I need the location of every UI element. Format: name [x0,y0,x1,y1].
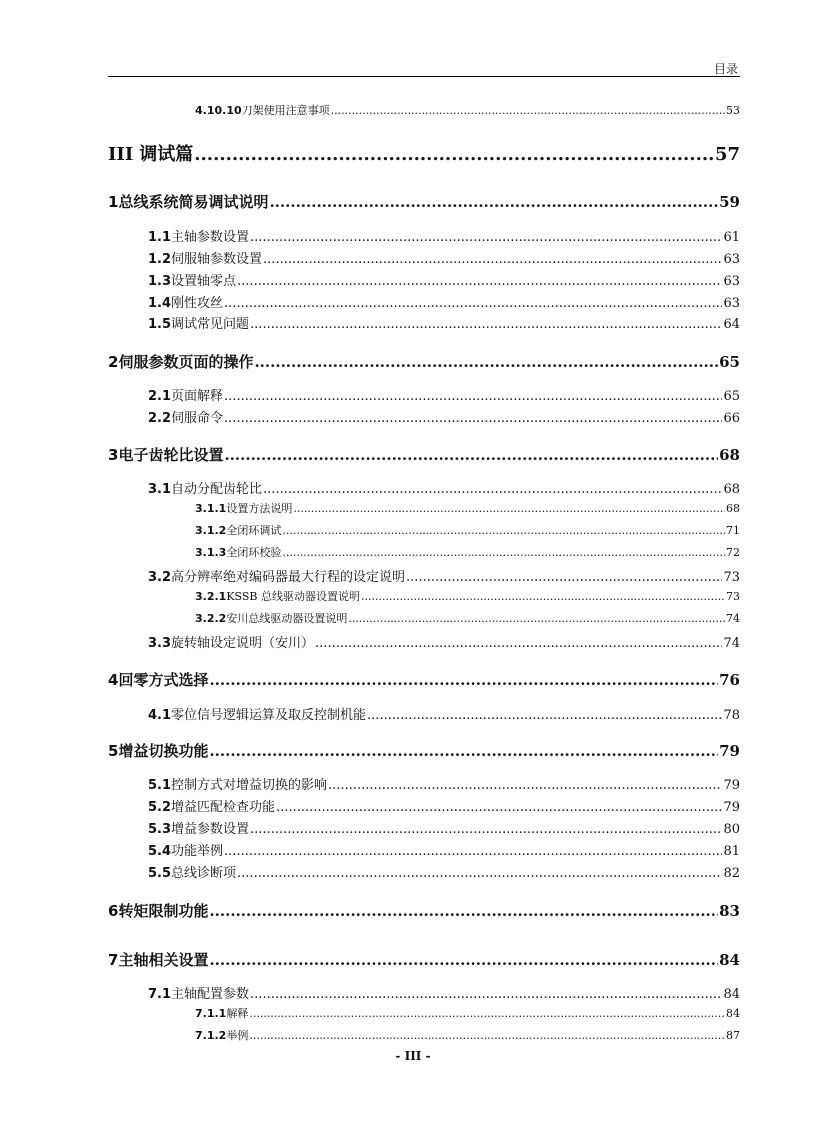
toc-number: 3.2 [148,570,172,585]
toc-page: 84 [726,1007,740,1020]
toc-label: 全闭环校验 [226,546,282,559]
toc-number: 1.4 [148,296,172,311]
toc-leader [282,546,725,559]
toc-number: 5.2 [148,800,172,815]
toc-page: 66 [723,411,740,426]
toc-section-3-1[interactable] [148,478,740,497]
toc-section-5-5[interactable] [148,862,740,881]
toc-leader [209,671,718,689]
toc-leader [237,274,722,289]
toc-section-1-2[interactable] [148,248,740,267]
toc-subsection-7-1-1[interactable] [195,1005,740,1021]
toc-label: 电子齿轮比设置 [118,446,224,464]
toc-number: 1.3 [148,274,172,289]
toc-page: 80 [723,822,740,837]
toc-leader [250,230,722,245]
page-number-footer: - III - [395,1049,431,1063]
toc-chapter-5[interactable] [108,740,740,761]
toc-leader [250,822,722,837]
toc-leader [209,742,718,760]
toc-section-2-1[interactable] [148,385,740,404]
toc-page: 68 [723,482,740,497]
toc-number: 5.1 [148,778,172,793]
toc-leader [249,1029,725,1042]
toc-section-3-2[interactable] [148,566,740,585]
toc-section-5-4[interactable] [148,840,740,859]
toc-section-1-3[interactable] [148,270,740,289]
toc-label: 全闭环调试 [226,524,282,537]
toc-number: 1.2 [148,252,172,267]
toc-label: 设置方法说明 [226,502,293,515]
toc-number: 5.3 [148,822,172,837]
toc-label: 页面解释 [171,389,224,404]
toc-page: 71 [726,524,740,537]
toc-number: 7.1.2 [195,1029,227,1042]
toc-label: 伺服命令 [171,411,224,426]
toc-section-3-3[interactable] [148,632,740,651]
toc-label: 举例 [226,1029,249,1042]
toc-leader [224,389,722,404]
toc-page: 73 [723,570,740,585]
toc-page: 74 [726,612,740,625]
toc-number: 2 [108,353,119,371]
toc-label: 主轴相关设置 [118,951,209,969]
toc-leader [406,570,722,585]
toc-section-5-3[interactable] [148,818,740,837]
toc-section-1-1[interactable] [148,226,740,245]
toc-page: 61 [723,230,740,245]
toc-label: 旋转轴设定说明（安川） [171,636,315,651]
toc-number: 4 [108,671,119,689]
toc-page: 87 [726,1029,740,1042]
toc-leader [224,446,718,464]
toc-page: 84 [723,987,740,1002]
toc-label: 转矩限制功能 [118,902,209,920]
toc-leader [328,778,722,793]
toc-number: 3 [108,446,119,464]
toc-page: 79 [719,742,740,760]
toc-label: 增益参数设置 [171,822,250,837]
toc-subsection-3-1-1[interactable] [195,500,740,516]
toc-label: 刚性攻丝 [171,296,224,311]
toc-page: 63 [723,296,740,311]
toc-leader [250,987,722,1002]
toc-section-5-2[interactable] [148,796,740,815]
toc-label: 增益匹配检查功能 [171,800,276,815]
toc-number: 1 [108,193,119,211]
toc-number: 2.1 [148,389,172,404]
toc-page: 84 [719,951,740,969]
toc-number: 3.2.2 [195,612,227,625]
toc-leader [249,1007,725,1020]
toc-leader [282,524,725,537]
page-header-title: 目录 [713,62,738,76]
toc-number: 2.2 [148,411,172,426]
toc-label: 增益切换功能 [118,742,209,760]
toc-number: 5 [108,742,119,760]
toc-chapter-3[interactable] [108,444,740,465]
toc-leader [224,411,722,426]
toc-label: 总线诊断项 [171,866,237,881]
toc-page: 68 [726,502,740,515]
toc-subsection-3-1-2[interactable] [195,522,740,538]
toc-label: 刀架使用注意事项 [241,104,330,117]
toc-page: 59 [719,193,740,211]
toc-page: 53 [726,104,740,117]
toc-page: 73 [726,590,740,603]
toc-chapter-2[interactable] [108,351,740,372]
toc-label: 自动分配齿轮比 [171,482,263,497]
toc-page: 65 [723,389,740,404]
toc-label: 零位信号逻辑运算及取反控制机能 [171,708,367,723]
toc-subsection-3-2-2[interactable] [195,610,740,626]
toc-label: 伺服轴参数设置 [171,252,263,267]
toc-section-7-1[interactable] [148,983,740,1002]
toc-label: 高分辨率绝对编码器最大行程的设定说明 [171,570,406,585]
toc-leader [293,502,725,515]
toc-leader [315,636,722,651]
toc-leader [263,252,722,267]
toc-page: 64 [723,317,740,332]
toc-page: 63 [723,252,740,267]
toc-section-5-1[interactable] [148,774,740,793]
toc-part-iii[interactable] [108,140,740,166]
toc-label: 总线系统简易调试说明 [118,193,269,211]
toc-number: 3.3 [148,636,172,651]
toc-leader [367,708,722,723]
toc-leader [348,612,725,625]
toc-page: 78 [723,708,740,723]
toc-number: 3.1 [148,482,172,497]
toc-section-1-4[interactable] [148,292,740,311]
toc-leader [331,104,725,117]
toc-number: 7.1 [148,987,172,1002]
toc-page: 82 [723,866,740,881]
toc-leader [263,482,722,497]
toc-page: 74 [723,636,740,651]
toc-label: 设置轴零点 [171,274,237,289]
toc-subsection-3-2-1[interactable] [195,588,740,604]
toc-leader [224,296,722,311]
toc-page: 81 [723,844,740,859]
toc-number: 3.1.2 [195,524,227,537]
toc-leader [237,866,722,881]
toc-label: KSSB 总线驱动器设置说明 [226,590,361,603]
toc-label: 调试常见问题 [171,317,250,332]
toc-section-2-2[interactable] [148,407,740,426]
toc-page: 68 [719,446,740,464]
toc-entry-4-10-10[interactable] [195,102,740,118]
toc-label: 调试篇 [139,144,194,165]
toc-subsection-3-1-3[interactable] [195,544,740,560]
toc-leader [250,317,722,332]
toc-chapter-6[interactable] [108,900,740,921]
toc-chapter-7[interactable] [108,949,740,970]
toc-subsection-7-1-2[interactable] [195,1027,740,1043]
toc-page: 72 [726,546,740,559]
toc-leader [224,844,722,859]
toc-label: 主轴参数设置 [171,230,250,245]
toc-number: 6 [108,902,119,920]
toc-page: 63 [723,274,740,289]
toc-leader [361,590,725,603]
toc-number: 4.1 [148,708,172,723]
toc-number: 7.1.1 [195,1007,227,1020]
toc-label: 伺服参数页面的操作 [118,353,254,371]
toc-chapter-1[interactable] [108,191,740,212]
toc-number: 5.5 [148,866,172,881]
toc-leader [194,144,714,165]
toc-page: 76 [719,671,740,689]
toc-label: 控制方式对增益切换的影响 [171,778,328,793]
toc-number: 5.4 [148,844,172,859]
toc-page: 65 [719,353,740,371]
toc-label: 回零方式选择 [118,671,209,689]
toc-section-1-5[interactable] [148,313,740,332]
toc-number: 1.5 [148,317,172,332]
toc-number: 7 [108,951,119,969]
toc-chapter-4[interactable] [108,669,740,690]
toc-number: 3.1.1 [195,502,227,515]
toc-leader [276,800,722,815]
toc-leader [254,353,718,371]
toc-page: 79 [723,800,740,815]
header-divider [108,76,740,77]
toc-number: 3.1.3 [195,546,227,559]
toc-page: 57 [714,144,740,165]
toc-label: 安川总线驱动器设置说明 [226,612,348,625]
toc-label: 解释 [226,1007,249,1020]
toc-number: 1.1 [148,230,172,245]
toc-leader [209,902,718,920]
toc-label: 功能举例 [171,844,224,859]
toc-leader [269,193,718,211]
toc-leader [209,951,718,969]
toc-number: III [108,144,134,165]
toc-label: 主轴配置参数 [171,987,250,1002]
toc-page: 79 [723,778,740,793]
toc-section-4-1[interactable] [148,704,740,723]
toc-page: 83 [719,902,740,920]
toc-number: 3.2.1 [195,590,227,603]
toc-number: 4.10.10 [195,104,242,117]
